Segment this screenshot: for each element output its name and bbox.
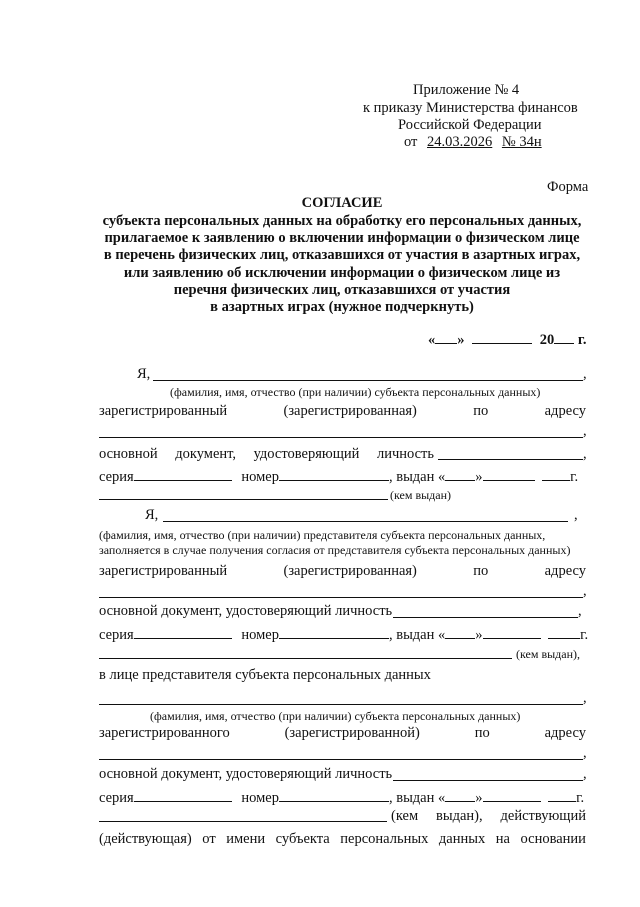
s2-document-field[interactable] — [393, 617, 578, 618]
s1-document-field[interactable] — [438, 459, 583, 460]
s1-series-line — [99, 467, 578, 486]
s3-basis-word-5: персональных — [340, 831, 429, 847]
s3-basis-word-3: имени — [226, 831, 266, 847]
s3-basis-line — [99, 831, 586, 848]
s1-issued-day-field[interactable] — [445, 467, 475, 481]
form-label: Форма — [547, 179, 589, 195]
s1-series-label: серия — [99, 469, 134, 485]
s3-issuer-word-2: выдан), — [436, 808, 483, 824]
s3-document-label: основной документ, удостоверяющий личность — [99, 766, 393, 782]
s1-ya: Я, — [137, 366, 151, 382]
s1-issued-label: , выдан « — [388, 469, 446, 485]
s2-number-label: номер — [241, 627, 279, 643]
s3-issued-quote-close: » — [475, 790, 483, 806]
date-line — [428, 330, 586, 349]
year-prefix: 20 — [539, 332, 555, 348]
s1-reg-word-4: адресу — [544, 403, 586, 419]
s2-series-line — [99, 625, 588, 644]
month-field[interactable] — [472, 330, 532, 344]
s2-reg-word-4: адресу — [544, 563, 586, 579]
s1-number-field[interactable] — [279, 467, 389, 481]
s3-series-line — [99, 788, 584, 807]
s1-doc-comma: , — [583, 446, 587, 462]
appendix-date-line — [404, 134, 542, 151]
s1-name-caption: (фамилия, имя, отчество (при наличии) субъекта персональных данных) — [170, 385, 541, 399]
s1-issued-year-field[interactable] — [542, 467, 570, 481]
s1-doc-word-2: документ, — [175, 446, 237, 462]
s2-document-label: основной документ, удостоверяющий личность — [99, 603, 393, 619]
s3-basis-word-2: от — [202, 831, 216, 847]
s3-issued-month-field[interactable] — [483, 788, 541, 802]
s1-address-field[interactable] — [99, 437, 583, 438]
s3-reg-word-3: по — [474, 725, 490, 741]
s1-reg-word-2: (зарегистрированная) — [283, 403, 417, 419]
s2-in-person: в лице представителя субъекта персональных данных — [99, 667, 431, 683]
s1-doc-word-3: удостоверяющий — [253, 446, 360, 462]
s2-ya: Я, — [145, 507, 159, 523]
document-title: СОГЛАСИЕ — [301, 195, 383, 211]
s2-issuer-field[interactable] — [99, 658, 512, 659]
s1-issuer-caption: (кем выдан) — [390, 488, 452, 502]
s3-series-label: серия — [99, 790, 134, 806]
s1-issuer-field[interactable] — [99, 499, 388, 500]
subtitle-line-4: или заявлению об исключении информации о физическом лице из — [123, 265, 561, 281]
s3-issuer-word-1: (кем — [391, 808, 419, 824]
s3-number-label: номер — [241, 790, 279, 806]
subtitle-line-6: в азартных играх (нужное подчеркнуть) — [210, 299, 474, 315]
order-date: 24.03.2026 — [427, 134, 493, 150]
appendix-number: Приложение № 4 — [413, 82, 520, 98]
s3-address-field[interactable] — [99, 759, 583, 760]
s2-address-comma: , — [583, 583, 587, 599]
appendix-federation: Российской Федерации — [398, 117, 542, 133]
s1-doc-word-1: основной — [99, 446, 158, 462]
s2-series-label: серия — [99, 627, 134, 643]
s1-comma: , — [583, 366, 587, 382]
day-field[interactable] — [435, 330, 457, 344]
s1-address-comma: , — [583, 423, 587, 439]
subtitle-line-1: субъекта персональных данных на обработку его персональных данных, — [102, 213, 582, 229]
s1-year-suffix: г. — [570, 469, 579, 485]
s1-registration-line — [99, 403, 586, 420]
s3-address-comma: , — [583, 745, 587, 761]
s3-number-field[interactable] — [279, 788, 389, 802]
s2-series-field[interactable] — [134, 625, 232, 639]
s3-issuer-field[interactable] — [99, 821, 387, 822]
s1-issued-quote-close: » — [475, 469, 483, 485]
date-open-quote: « — [428, 332, 436, 348]
s2-issued-label: , выдан « — [388, 627, 446, 643]
s3-year-suffix: г. — [576, 790, 585, 806]
s1-series-field[interactable] — [134, 467, 232, 481]
date-close-quote: » — [457, 332, 465, 348]
s3-basis-word-7: на — [495, 831, 510, 847]
s3-basis-word-8: основании — [520, 831, 586, 847]
s3-name-caption: (фамилия, имя, отчество (при наличии) субъекта персональных данных) — [150, 709, 521, 723]
s3-issued-label: , выдан « — [388, 790, 446, 806]
s3-issued-year-field[interactable] — [548, 788, 576, 802]
s2-reg-word-1: зарегистрированный — [99, 563, 228, 579]
appendix-order: к приказу Министерства финансов — [363, 100, 578, 116]
subtitle-line-3: в перечень физических лиц, отказавшихся от участия в азартных играх, — [103, 247, 581, 263]
s2-name-field[interactable] — [163, 521, 568, 522]
s1-name-field[interactable] — [153, 380, 583, 381]
s2-year-suffix: г. — [580, 627, 589, 643]
s3-name-comma: , — [583, 690, 587, 706]
subtitle-line-2: прилагаемое к заявлению о включении информации о физическом лице — [104, 230, 580, 246]
s1-reg-word-3: по — [473, 403, 489, 419]
s2-issued-year-field[interactable] — [548, 625, 580, 639]
s1-document-line — [99, 446, 439, 463]
year-field[interactable] — [554, 330, 574, 344]
s2-caption-line-2: заполняется в случае получения согласия от представителя субъекта персональных данных) — [99, 543, 571, 557]
s2-reg-word-3: по — [473, 563, 489, 579]
s3-name-field[interactable] — [99, 704, 583, 705]
s2-comma: , — [574, 507, 578, 523]
subtitle-line-5: перечня физических лиц, отказавшихся от участия — [173, 282, 511, 298]
s3-basis-word-6: данных — [438, 831, 486, 847]
s2-issued-day-field[interactable] — [445, 625, 475, 639]
order-number: № 34н — [501, 134, 542, 150]
s3-doc-comma: , — [583, 766, 587, 782]
s2-issued-month-field[interactable] — [483, 625, 541, 639]
s3-series-field[interactable] — [134, 788, 232, 802]
s2-doc-comma: , — [578, 603, 582, 619]
s1-doc-word-4: личность — [376, 446, 434, 462]
s2-number-field[interactable] — [279, 625, 389, 639]
s3-basis-word-1: (действующая) — [99, 831, 192, 847]
s2-caption-line-1: (фамилия, имя, отчество (при наличии) представителя субъекта персональных данных, — [99, 528, 546, 542]
year-suffix: г. — [577, 332, 587, 348]
s3-issuer-line — [391, 808, 586, 825]
s2-reg-word-2: (зарегистрированная) — [283, 563, 417, 579]
s2-issuer-caption: (кем выдан), — [516, 647, 581, 661]
s3-issuer-word-3: действующий — [500, 808, 586, 824]
s2-address-field[interactable] — [99, 597, 583, 598]
s3-issued-day-field[interactable] — [445, 788, 475, 802]
s3-basis-word-4: субъекта — [275, 831, 330, 847]
s2-registration-line — [99, 563, 586, 580]
s2-issued-quote-close: » — [475, 627, 483, 643]
s3-registration-line — [99, 725, 586, 742]
s3-document-field[interactable] — [393, 780, 583, 781]
s3-reg-word-1: зарегистрированного — [99, 725, 230, 741]
s3-reg-word-2: (зарегистрированной) — [284, 725, 420, 741]
s1-reg-word-1: зарегистрированный — [99, 403, 228, 419]
s1-issued-month-field[interactable] — [483, 467, 535, 481]
date-prefix: от — [404, 134, 418, 150]
s3-reg-word-4: адресу — [544, 725, 586, 741]
s1-number-label: номер — [241, 469, 279, 485]
